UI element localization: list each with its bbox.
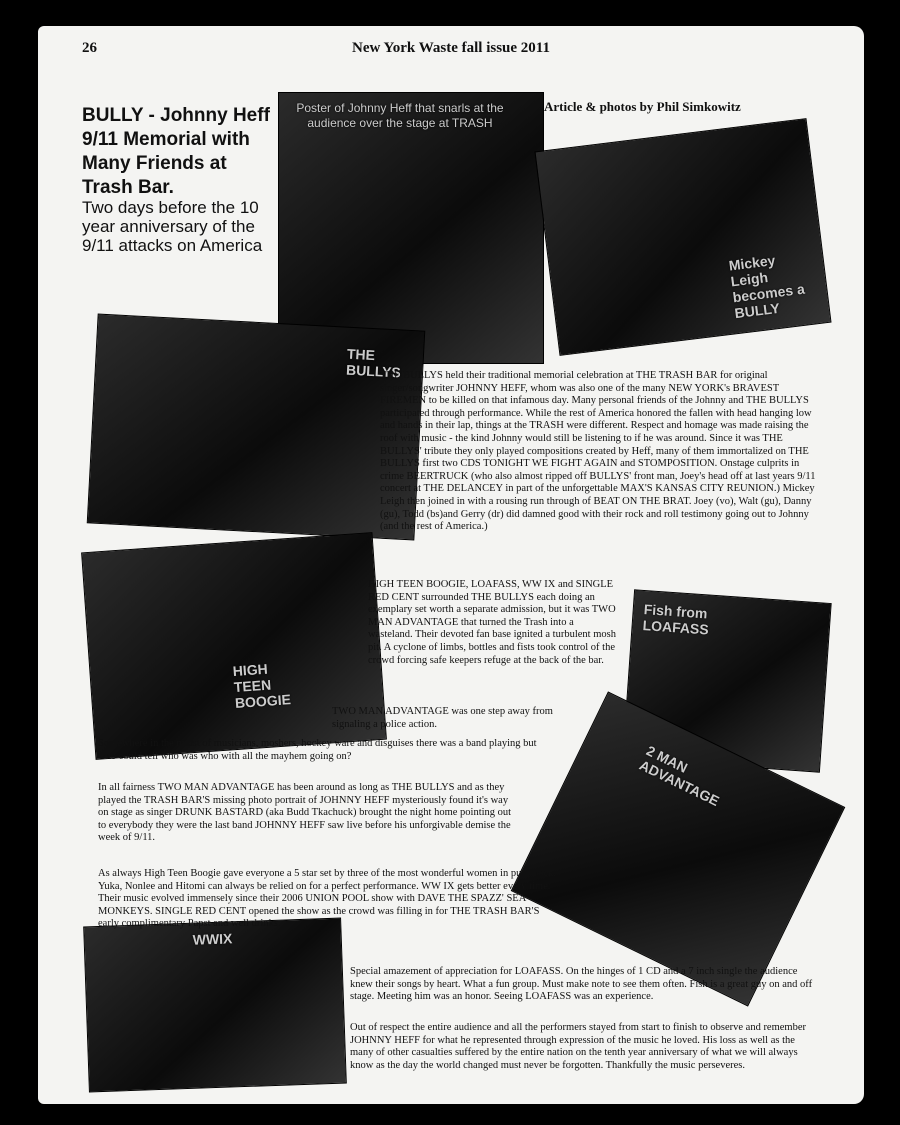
page-header [38,40,864,62]
photo-caption: Mickey Leigh becomes a BULLY [727,251,806,322]
photo-wwix [83,918,347,1093]
paragraph: TWO MAN ADVANTAGE was one step away from signaling a police action. [332,706,553,730]
photo-caption: WWIX [192,930,233,948]
paragraph: Special amazement of appreciation for LOAFASS. On the hinges of 1 CD and a 7 inch single the audience knew their songs by heart. What a fun group. Must make note to see them often. Fish is a great guy on and off stage. Meeting him was an honor. Seeing LOAFASS was an experience. [350,966,813,1003]
photo-caption: Poster of Johnny Heff that snarls at the audience over the stage at TRASH [296,101,504,130]
paragraph: As always High Teen Boogie gave everyone a 5 star set by three of the most wonderful women in punk rock. Yuka, Nonlee and Hitomi can always be relied on for a perfect performance. WW IX gets better every time. Their music evolved immensely since their 2006 UNION POOL show with DAVE THE SPAZZ' SEA MONKEYS. SINGLE RED CENT opened the show as the crowd was filling in for THE TRASH BAR'S early complimentary Papst and well drinks. [98,868,556,930]
photo-caption: 2 MAN ADVANTAGE [636,742,722,810]
publication-title: New York Waste fall issue 2011 [352,40,550,56]
paragraph: In all fairness TWO MAN ADVANTAGE has been around as long as THE BULLYS and as they played the TRASH BAR'S missing photo portrait of JOHNNY HEFF mysteriously found it's way on stage as singer DRUNK BASTARD (aka Budd Tkachuck) brought the night home pointing out to everybody they were the last band JOHNNY HEFF saw live before his unforgivable demise the week of 9/11. [98,782,512,844]
byline: Article & photos by Phil Simkowitz [544,99,741,114]
photo-caption: Fish from LOAFASS [642,601,710,638]
paragraph: Somewhere in the midst of musicians, moshers, hockey ware and disguises there was a band playing but who could tell who was who with all the mayhem going on? [98,738,537,762]
paragraph: THE BULLYS held their traditional memorial celebration at THE TRASH BAR for original singer/songwriter JOHNNY HEFF, whom was also one of the many NEW YORK's BRAVEST FIREMEN to be killed on that infamous day. Many personal friends of the Johnny and THE BULLYS participated through performance. While the rest of America honored the fallen with head hanging low and hands in their lap, things at the TRASH were different. Respect and homage was made raising the roof with music - the kind Johnny would still be listening to if he was around. Since it was THE BULLYS' tribute they only played compositions created by Heff, many of them immortalized on THE BULLYS first two CDS TONIGHT WE FIGHT AGAIN and STOMPOSITION. Onstage culprits in crime BEERTRUCK (who also almost ripped off BULLYS' front man, Joey's head off at last years 9/11 concert at THE DELANCEY in part of the unforgettable MAX'S KANSAS CITY REUNION.) Mickey Leigh then joined in with a rousing run through of BEAT ON THE BRAT. Joey (vo), Walt (gu), Danny (gu), Todd (bs)and Gerry (dr) did damned good with their rock and roll testimony going out to Johnny (and the rest of America.) [380,370,816,533]
photo-caption: HIGH TEEN BOOGIE [232,660,292,712]
photo-caption: THE BULLYS [345,345,402,381]
photo-bully [534,118,831,356]
paragraph: Out of respect the entire audience and all the performers stayed from start to finish to observe and remember JOHNNY HEFF for what he represented through expression of the music he loved. His loss as well as the many of other casualties suffered by the entire nation on the tenth year anniversary of what we will always know as the day the world changed must never be forgotten. Thankfully the music perseveres. [350,1022,806,1071]
page-number: 26 [82,40,97,56]
article-subtitle: Two days before the 10 year anniversary of the 9/11 attacks on America [82,198,263,255]
photo-bullys [87,314,426,541]
paragraph: HIGH TEEN BOOGIE, LOAFASS, WW IX and SINGLE RED CENT surrounded THE BULLYS each doing an exemplary set worth a separate admission, but it was TWO MAN ADVANTAGE that turned the Trash into a wasteland. Their devoted fan base ignited a turbulent mosh pit. A cyclone of limbs, bottles and fists took control of the crowd forcing safe keepers refuge at the back of the bar. [368,579,616,666]
magazine-page [38,26,864,1104]
article-title: BULLY - Johnny Heff 9/11 Memorial with Many Friends at Trash Bar. [82,105,270,198]
photo-poster [278,92,544,364]
